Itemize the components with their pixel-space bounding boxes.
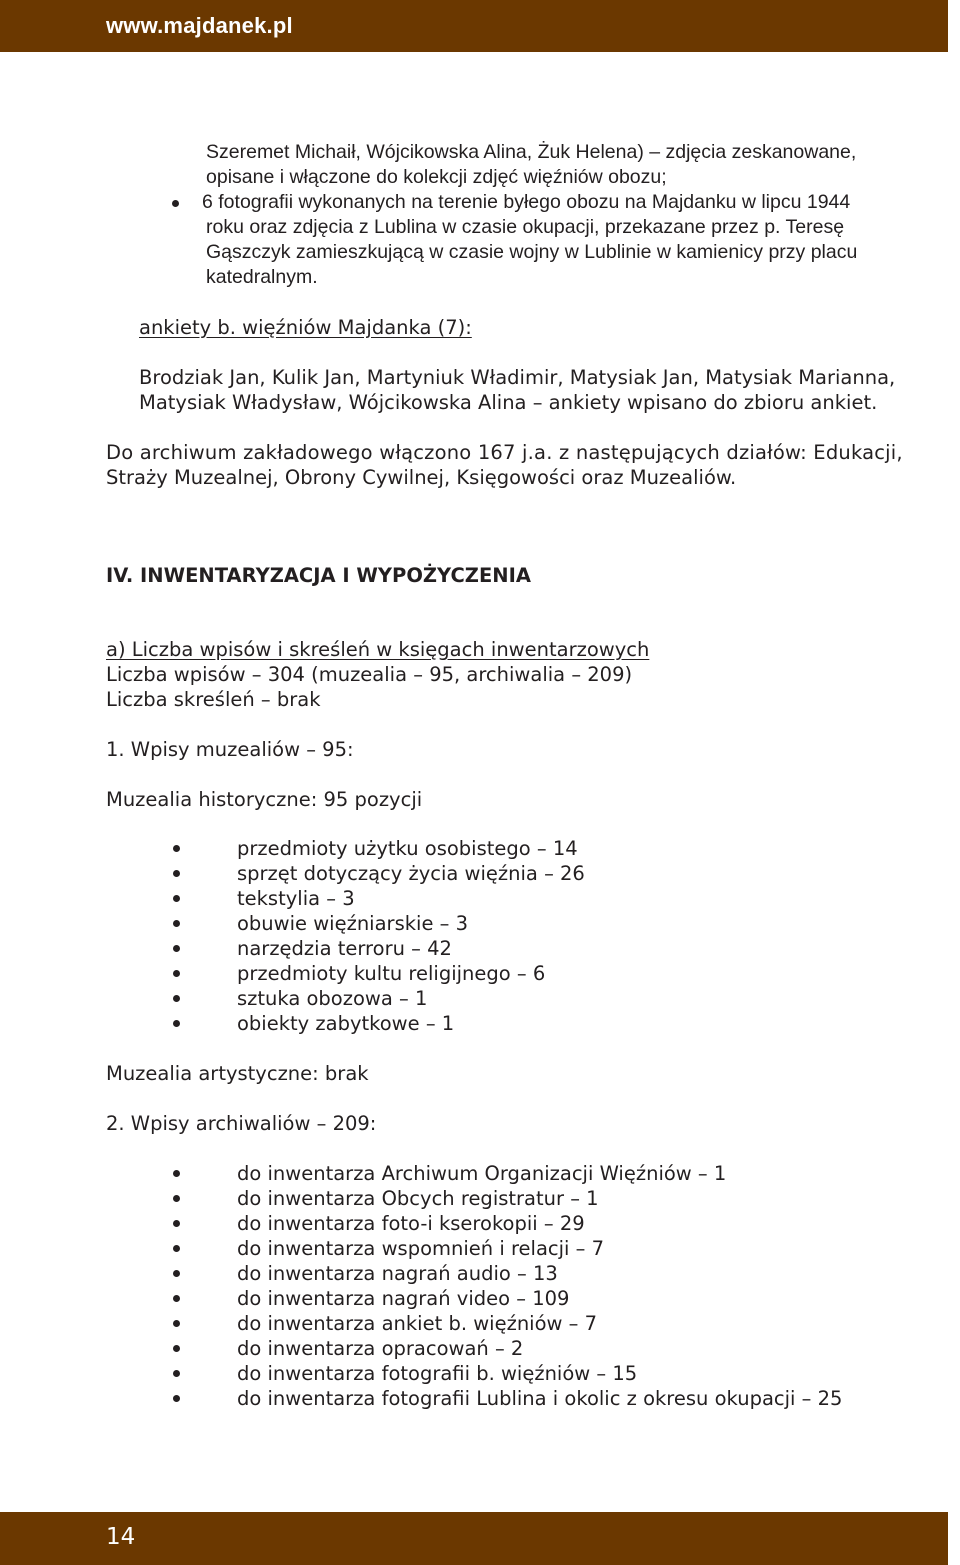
bullet-icon [173, 1320, 180, 1327]
historical-item-label: przedmioty kultu religijnego – 6 [237, 962, 546, 985]
historical-item-label: przedmioty użytku osobistego – 14 [237, 837, 578, 860]
archive-item [237, 1236, 842, 1261]
bullet-icon [173, 1195, 180, 1202]
archive-item-label: do inwentarza foto-i kserokopii – 29 [237, 1212, 585, 1235]
archive-item-label: do inwentarza ankiet b. więźniów – 7 [237, 1312, 598, 1335]
archive-item-label: do inwentarza opracowań – 2 [237, 1337, 524, 1360]
archive-items-list [237, 1161, 842, 1411]
historical-item-label: obiekty zabytkowe – 1 [237, 1012, 455, 1035]
historical-item [237, 961, 585, 986]
historical-heading: Muzealia historyczne: 95 pozycji [106, 788, 423, 811]
ankiety-heading: ankiety b. więźniów Majdanka (7): [139, 316, 472, 339]
continuation-line: opisane i włączone do kolekcji zdjęć więźniów obozu; [206, 166, 667, 188]
footer-bar [0, 1512, 948, 1565]
archive-item-label: do inwentarza fotografii Lublina i okolic z okresu okupacji – 25 [237, 1387, 843, 1410]
entries-count: Liczba wpisów – 304 (muzealia – 95, archiwalia – 209) [106, 663, 633, 686]
site-url: www.majdanek.pl [106, 13, 293, 38]
archive-line: Straży Muzealnej, Obrony Cywilnej, Księgowości oraz Muzealiów. [106, 466, 737, 489]
archive-item-label: do inwentarza Archiwum Organizacji Więźniów – 1 [237, 1162, 727, 1185]
bullet-icon [173, 1245, 180, 1252]
bullet-icon [172, 200, 179, 207]
archive-item [237, 1186, 842, 1211]
header-bar [0, 0, 948, 52]
bullet-icon [173, 1020, 180, 1027]
archive-entries-heading: 2. Wpisy archiwaliów – 209: [106, 1112, 377, 1135]
photo-bullet-line: Gąszczyk zamieszkującą w czasie wojny w Lublinie w kamienicy przy placu [206, 241, 858, 263]
artistic-heading: Muzealia artystyczne: brak [106, 1062, 369, 1085]
bullet-icon [173, 1295, 180, 1302]
ankiety-line: Matysiak Władysław, Wójcikowska Alina – ankiety wpisano do zbioru ankiet. [139, 391, 878, 414]
archive-item [237, 1311, 842, 1336]
photo-bullet-block [202, 190, 960, 290]
archive-item [237, 1261, 842, 1286]
bullet-icon [173, 1170, 180, 1177]
continuation-block [206, 140, 960, 190]
bullet-icon [173, 970, 180, 977]
bullet-icon [173, 845, 180, 852]
historical-item [237, 986, 585, 1011]
deletions-count: Liczba skreśleń – brak [106, 688, 321, 711]
historical-item-label: obuwie więźniarskie – 3 [237, 912, 468, 935]
photo-bullet-line: 6 fotografii wykonanych na terenie byłego obozu na Majdanku w lipcu 1944 [202, 191, 851, 213]
ankiety-line: Brodziak Jan, Kulik Jan, Martyniuk Władimir, Matysiak Jan, Matysiak Marianna, [139, 366, 896, 389]
archive-item [237, 1211, 842, 1236]
bullet-icon [173, 870, 180, 877]
bullet-icon [173, 945, 180, 952]
historical-item [237, 886, 585, 911]
photo-bullet-line: katedralnym. [206, 266, 318, 288]
archive-item [237, 1386, 842, 1411]
historical-item [237, 836, 585, 861]
historical-item [237, 911, 585, 936]
archive-line: Do archiwum zakładowego włączono 167 j.a. z następujących działów: Edukacji, [106, 441, 903, 464]
bullet-icon [173, 1395, 180, 1402]
historical-items-list [237, 836, 585, 1036]
bullet-icon [173, 995, 180, 1002]
photo-bullet-line: roku oraz zdjęcia z Lublina w czasie okupacji, przekazane przez p. Teresę [206, 216, 845, 238]
archive-item-label: do inwentarza wspomnień i relacji – 7 [237, 1237, 605, 1260]
bullet-icon [173, 1370, 180, 1377]
section-title: IV. INWENTARYZACJA I WYPOŻYCZENIA [106, 564, 531, 587]
bullet-icon [173, 1270, 180, 1277]
museum-entries-heading: 1. Wpisy muzealiów – 95: [106, 738, 354, 761]
archive-item-label: do inwentarza nagrań audio – 13 [237, 1262, 558, 1285]
historical-item-label: sztuka obozowa – 1 [237, 987, 428, 1010]
bullet-icon [173, 1220, 180, 1227]
page-number: 14 [106, 1524, 136, 1550]
archive-item [237, 1336, 842, 1361]
historical-item [237, 861, 585, 886]
historical-item-label: sprzęt dotyczący życia więźnia – 26 [237, 862, 585, 885]
historical-item-label: narzędzia terroru – 42 [237, 937, 452, 960]
historical-item-label: tekstylia – 3 [237, 887, 355, 910]
archive-item-label: do inwentarza fotografii b. więźniów – 15 [237, 1362, 638, 1385]
archive-item [237, 1161, 842, 1186]
historical-item [237, 1011, 585, 1036]
bullet-icon [173, 920, 180, 927]
archive-item-label: do inwentarza nagrań video – 109 [237, 1287, 570, 1310]
bullet-icon [173, 1345, 180, 1352]
bullet-icon [173, 895, 180, 902]
section-subheading: a) Liczba wpisów i skreśleń w księgach inwentarzowych [106, 638, 650, 661]
archive-item [237, 1361, 842, 1386]
archive-item [237, 1286, 842, 1311]
continuation-line: Szeremet Michaił, Wójcikowska Alina, Żuk Helena) – zdjęcia zeskanowane, [206, 141, 857, 163]
archive-item-label: do inwentarza Obcych registratur – 1 [237, 1187, 599, 1210]
historical-item [237, 936, 585, 961]
